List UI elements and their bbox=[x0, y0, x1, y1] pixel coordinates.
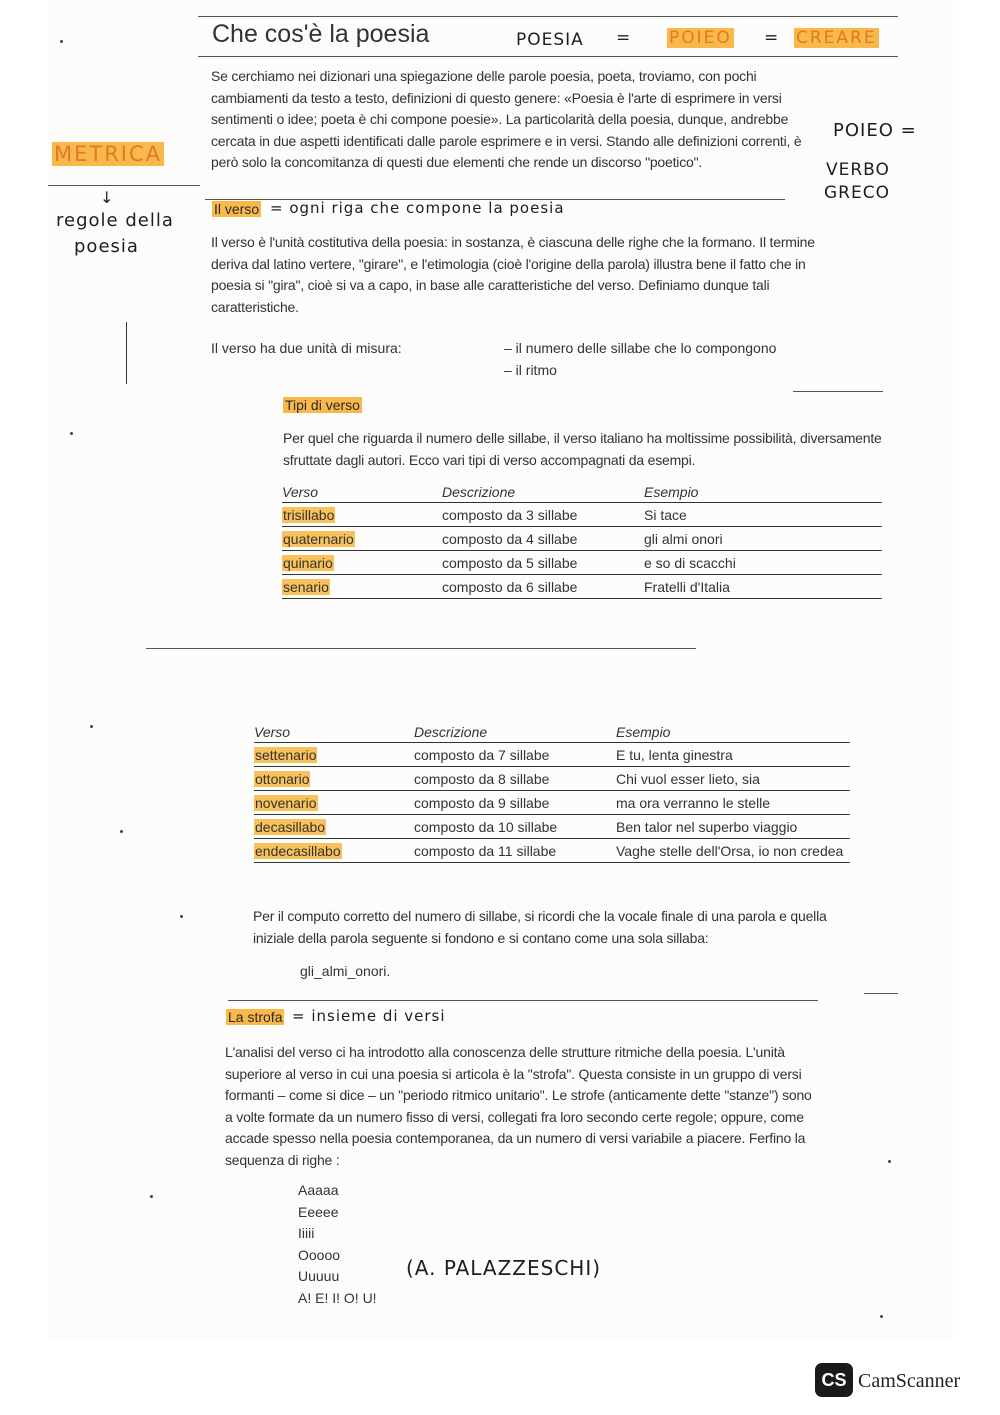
arrow-down-icon: ↓ bbox=[100, 188, 115, 207]
computo-example: gli_almi_onori. bbox=[300, 963, 391, 979]
verse-table-2 bbox=[254, 720, 850, 863]
tipi-heading: Tipi di verso bbox=[285, 397, 360, 413]
misura-item-2: – il ritmo bbox=[504, 362, 557, 378]
strofa-paragraph: L'analisi del verso ci ha introdotto alla conoscenza delle strutture ritmiche della poesia. L'unità superiore al verso in cui una poesia si articola è la "strofa". Questa consiste in un gruppo di versi formanti – come si dice – un "periodo ritmico unitario". Le strofe (anticamente dette "stanze") sono a volte formate da un numero fisso di versi, collegati fra loro secondo certe regole; oppure, come accade spesso nella poesia contemporanea, da un numero di versi variabile a piacere. Ferfino la sequenza di righe : bbox=[225, 1044, 812, 1168]
cell-descrizione-text: composto da 9 sillabe bbox=[414, 795, 550, 811]
cell-verso-text: quaternario bbox=[283, 531, 354, 547]
cell-descrizione bbox=[442, 551, 644, 575]
cell-verso-text: settenario bbox=[255, 747, 317, 763]
cell-descrizione bbox=[414, 815, 616, 839]
cell-esempio-text: Ben talor nel superbo viaggio bbox=[616, 819, 798, 835]
formula-equals-2: = bbox=[764, 28, 780, 48]
column-header-esempio: Esempio bbox=[616, 720, 850, 743]
top-rule bbox=[198, 16, 898, 17]
cell-descrizione bbox=[442, 503, 644, 527]
cell-descrizione bbox=[442, 527, 644, 551]
table-row bbox=[282, 527, 882, 551]
formula-equals-1: = bbox=[616, 28, 632, 48]
column-header-verso: Verso bbox=[282, 480, 442, 503]
cell-verso-text: quinario bbox=[283, 555, 333, 571]
cell-esempio-text: Fratelli d'Italia bbox=[644, 579, 730, 595]
cell-esempio-text: Si tace bbox=[644, 507, 687, 523]
cell-verso-text: senario bbox=[283, 579, 329, 595]
cell-verso-text: decasillabo bbox=[255, 819, 326, 835]
tipi-paragraph: Per quel che riguarda il numero delle sillabe, il verso italiano ha moltissime possibilità, diversamente sfruttate dagli autori. Ecco vari tipi di verso accompagnati da esempi. bbox=[283, 430, 882, 468]
camscanner-name: CamScanner bbox=[858, 1370, 961, 1392]
strofa-rule-right bbox=[864, 993, 898, 994]
scan-speck bbox=[70, 432, 73, 435]
cell-esempio bbox=[644, 551, 882, 575]
misura-item-1: – il numero delle sillabe che lo compongono bbox=[504, 340, 777, 356]
table-row bbox=[254, 815, 850, 839]
cell-esempio bbox=[644, 503, 882, 527]
page-title: Che cos'è la poesia bbox=[212, 20, 430, 48]
cell-esempio bbox=[616, 767, 850, 791]
cell-esempio bbox=[644, 575, 882, 599]
formula-word-poieo: POIEO bbox=[669, 28, 732, 48]
note-verbo: VERBO bbox=[826, 160, 890, 180]
table-row bbox=[254, 767, 850, 791]
column-header-descrizione: Descrizione bbox=[442, 480, 644, 503]
cell-verso bbox=[282, 551, 442, 575]
note-regole-line1: regole della bbox=[56, 210, 174, 231]
scan-speck bbox=[888, 1160, 891, 1163]
table-row bbox=[254, 743, 850, 767]
cell-verso bbox=[282, 527, 442, 551]
section-divider bbox=[146, 648, 696, 649]
metrica-rule bbox=[48, 185, 200, 186]
cell-verso-text: ottonario bbox=[255, 771, 310, 787]
cell-descrizione bbox=[414, 839, 616, 863]
cell-verso bbox=[254, 743, 414, 767]
column-header-verso: Verso bbox=[254, 720, 414, 743]
poem-block bbox=[298, 1180, 377, 1309]
cell-esempio-text: E tu, lenta ginestra bbox=[616, 747, 733, 763]
cell-descrizione-text: composto da 10 sillabe bbox=[414, 819, 558, 835]
cell-verso-text: novenario bbox=[255, 795, 317, 811]
table-row bbox=[282, 575, 882, 599]
cell-descrizione-text: composto da 3 sillabe bbox=[442, 507, 578, 523]
cell-esempio bbox=[616, 815, 850, 839]
verse-table-1 bbox=[282, 480, 882, 599]
cell-verso bbox=[282, 503, 442, 527]
verso-paragraph: Il verso è l'unità costitutiva della poesia: in sostanza, è ciascuna delle righe che la formano. Il termine deriva dal latino vertere, "girare", e l'etimologia (cioè l'origine della parola) illustra bene il fatto che in poesia si "gira", cioè si va a capo, in base alle caratteristiche del verso. Definiamo dunque tali caratteristiche. bbox=[211, 234, 815, 315]
cell-verso bbox=[282, 575, 442, 599]
cell-descrizione-text: composto da 8 sillabe bbox=[414, 771, 550, 787]
poem-line: Uuuuu bbox=[298, 1268, 340, 1284]
scan-speck bbox=[150, 1195, 153, 1198]
misura-label: Il verso ha due unità di misura: bbox=[211, 340, 402, 356]
note-metrica: METRICA bbox=[54, 142, 163, 166]
intro-paragraph: Se cerchiamo nei dizionari una spiegazione delle parole poesia, poeta, troviamo, con pochi cambiamenti da testo a testo, definizioni di questo genere: «Poesia è l'arte di esprimere in versi sentimenti o idee; poeta è chi compone poesie». La particolarità della poesia, dunque, andrebbe cercata in due aspetti identificati dalle parole esprimere e in versi. Stando alle definizioni correnti, è però solo la concomitanza di questi due elementi che rende un discorso "poetico". bbox=[211, 68, 802, 170]
cell-verso-text: trisillabo bbox=[283, 507, 335, 523]
table-row bbox=[282, 551, 882, 575]
cell-esempio bbox=[616, 791, 850, 815]
cell-verso bbox=[254, 791, 414, 815]
cell-descrizione bbox=[414, 791, 616, 815]
cell-descrizione bbox=[414, 743, 616, 767]
misc-rule bbox=[793, 391, 883, 392]
poem-line: A! E! I! O! U! bbox=[298, 1289, 377, 1306]
computo-paragraph: Per il computo corretto del numero di sillabe, si ricordi che la vocale finale di una parola e quella iniziale della parola seguente si fondono e si contano come una sola sillaba: bbox=[253, 908, 827, 946]
cell-descrizione bbox=[414, 767, 616, 791]
note-regole-line2: poesia bbox=[74, 236, 139, 257]
cell-verso bbox=[254, 767, 414, 791]
cell-verso bbox=[254, 815, 414, 839]
table-header-row bbox=[254, 720, 850, 743]
table-header-row bbox=[282, 480, 882, 503]
scan-speck bbox=[180, 915, 183, 918]
cell-esempio bbox=[616, 743, 850, 767]
strofa-handwritten-note: = insieme di versi bbox=[292, 1007, 446, 1025]
scan-speck bbox=[90, 725, 93, 728]
cell-esempio-text: Vaghe stelle dell'Orsa, io non credea bbox=[616, 843, 844, 859]
note-greco: GRECO bbox=[824, 183, 890, 203]
cell-esempio bbox=[616, 839, 850, 863]
verso-heading: Il verso bbox=[214, 201, 260, 217]
cell-descrizione-text: composto da 6 sillabe bbox=[442, 579, 578, 595]
cell-verso bbox=[254, 839, 414, 863]
cell-descrizione-text: composto da 11 sillabe bbox=[414, 843, 557, 859]
cell-descrizione-text: composto da 7 sillabe bbox=[414, 747, 550, 763]
scan-speck bbox=[120, 830, 123, 833]
formula-word-poesia: POESIA bbox=[516, 30, 584, 50]
poem-line: Iiiii bbox=[298, 1225, 315, 1241]
note-palazzeschi: (A. PALAZZESCHI) bbox=[406, 1256, 602, 1280]
cell-descrizione-text: composto da 4 sillabe bbox=[442, 531, 578, 547]
cell-verso-text: endecasillabo bbox=[255, 843, 341, 859]
poem-line: Ooooo bbox=[298, 1246, 341, 1263]
poem-line: Eeeee bbox=[298, 1203, 339, 1220]
column-header-descrizione: Descrizione bbox=[414, 720, 616, 743]
cell-esempio bbox=[644, 527, 882, 551]
camscanner-logo: CS bbox=[815, 1363, 853, 1397]
strofa-heading: La strofa bbox=[228, 1009, 283, 1025]
note-poieo: POIEO = bbox=[833, 120, 917, 141]
verso-handwritten-note: = ogni riga che compone la poesia bbox=[270, 199, 565, 217]
poem-line: Aaaaa bbox=[298, 1182, 339, 1198]
cell-descrizione bbox=[442, 575, 644, 599]
column-header-esempio: Esempio bbox=[644, 480, 882, 503]
formula-word-creare: CREARE bbox=[796, 28, 877, 48]
margin-mark bbox=[126, 322, 127, 384]
cell-esempio-text: ma ora verranno le stelle bbox=[616, 795, 771, 811]
cell-esempio-text: e so di scacchi bbox=[644, 555, 736, 571]
title-rule bbox=[198, 56, 898, 57]
scan-speck bbox=[60, 40, 63, 43]
cell-descrizione-text: composto da 5 sillabe bbox=[442, 555, 578, 571]
scan-speck bbox=[880, 1315, 883, 1318]
table-row bbox=[254, 839, 850, 863]
cell-esempio-text: gli almi onori bbox=[644, 531, 723, 547]
cell-esempio-text: Chi vuol esser lieto, sia bbox=[616, 771, 760, 787]
table-row bbox=[282, 503, 882, 527]
strofa-rule bbox=[228, 1000, 818, 1001]
table-row bbox=[254, 791, 850, 815]
